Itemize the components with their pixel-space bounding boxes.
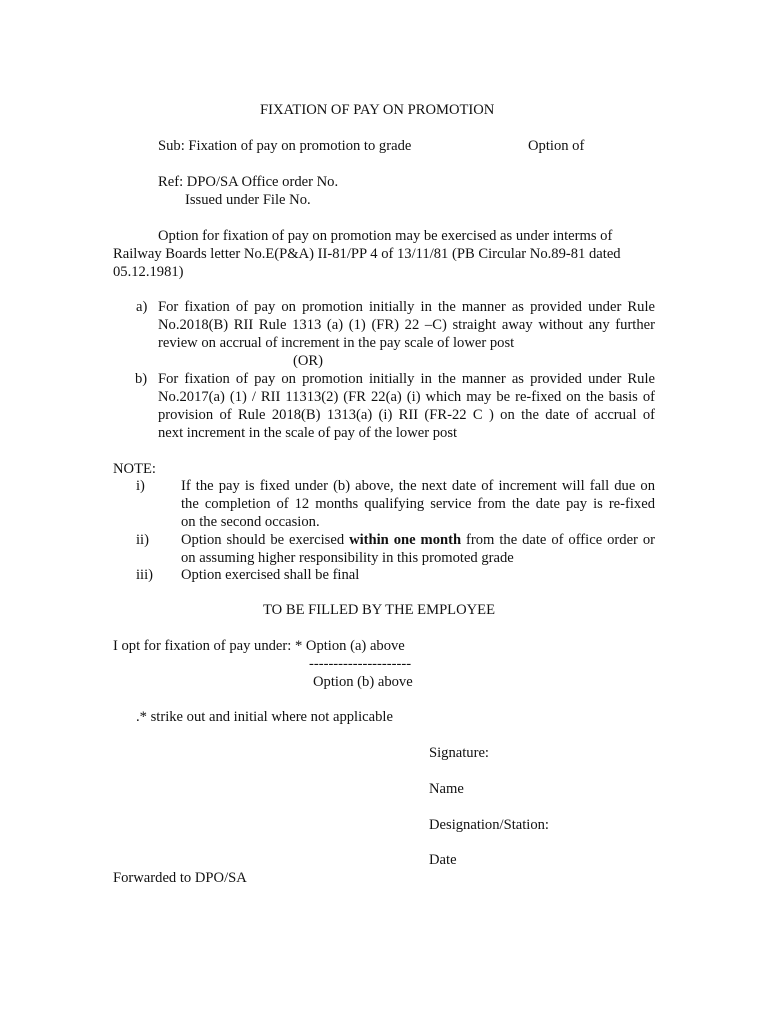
option-b-choice: Option (b) above	[313, 674, 413, 690]
opt-line: I opt for fixation of pay under: * Option (a) above	[113, 638, 405, 654]
dash-separator: ---------------------	[309, 656, 412, 672]
signature-label: Signature:	[429, 745, 489, 761]
note-marker: ii)	[136, 532, 149, 548]
option-a-line: review on accrual of increment in the pay scale of lower post	[158, 335, 515, 351]
note-line: If the pay is fixed under (b) above, the next date of increment will fall due on	[181, 478, 655, 494]
option-a-text	[158, 298, 655, 352]
option-b-line: provision of Rule 2018(B) 1313(a) (i) RII (FR-22 C ) on the date of accrual of	[158, 407, 655, 423]
option-a-marker: a)	[136, 299, 148, 315]
note-item-ii	[181, 531, 655, 567]
option-b-line: No.2017(a) (1) / RII 11313(2) (FR 22(a) (i) which may be re-fixed on the basis of	[158, 389, 655, 405]
name-label: Name	[429, 781, 464, 797]
note-line: the completion of 12 months qualifying service from the date pay is re-fixed	[181, 496, 655, 512]
note-line: Option exercised shall be final	[181, 567, 360, 583]
option-a-line: No.2018(B) RII Rule 1313 (a) (1) (FR) 22 –C) straight away without any further	[158, 317, 655, 333]
note-line: on assuming higher responsibility in this promoted grade	[181, 550, 514, 566]
option-b-text	[158, 370, 655, 442]
file-number-line: Issued under File No.	[185, 192, 311, 208]
designation-label: Designation/Station:	[429, 817, 549, 833]
note-line: on the second occasion.	[181, 514, 320, 530]
intro-line: Option for fixation of pay on promotion may be exercised as under interms of	[158, 228, 613, 244]
option-b-marker: b)	[135, 371, 148, 387]
note-item-i	[181, 477, 655, 531]
or-separator: (OR)	[293, 353, 323, 369]
intro-line: 05.12.1981)	[113, 264, 184, 280]
intro-line: Railway Boards letter No.E(P&A) II-81/PP 4 of 13/11/81 (PB Circular No.89-81 dated	[113, 246, 621, 262]
forwarded-line: Forwarded to DPO/SA	[113, 870, 247, 886]
note-marker: i)	[136, 478, 145, 494]
note-label: NOTE:	[113, 461, 156, 477]
option-b-line: For fixation of pay on promotion initially in the manner as provided under Rule	[158, 371, 655, 387]
option-b-line: next increment in the scale of pay of the lower post	[158, 425, 458, 441]
page-title: FIXATION OF PAY ON PROMOTION	[260, 102, 495, 118]
subject-line: Sub: Fixation of pay on promotion to grade	[158, 138, 412, 154]
section-heading: TO BE FILLED BY THE EMPLOYEE	[263, 602, 496, 618]
date-label: Date	[429, 852, 457, 868]
strike-note: .* strike out and initial where not applicable	[136, 709, 393, 725]
option-of-label: Option of	[528, 138, 585, 154]
reference-line: Ref: DPO/SA Office order No.	[158, 174, 339, 190]
note-line: Option should be exercised within one month from the date of office order or	[181, 532, 655, 548]
note-marker: iii)	[136, 567, 154, 583]
option-a-line: For fixation of pay on promotion initially in the manner as provided under Rule	[158, 299, 655, 315]
emphasis-text: within one month	[349, 532, 462, 548]
